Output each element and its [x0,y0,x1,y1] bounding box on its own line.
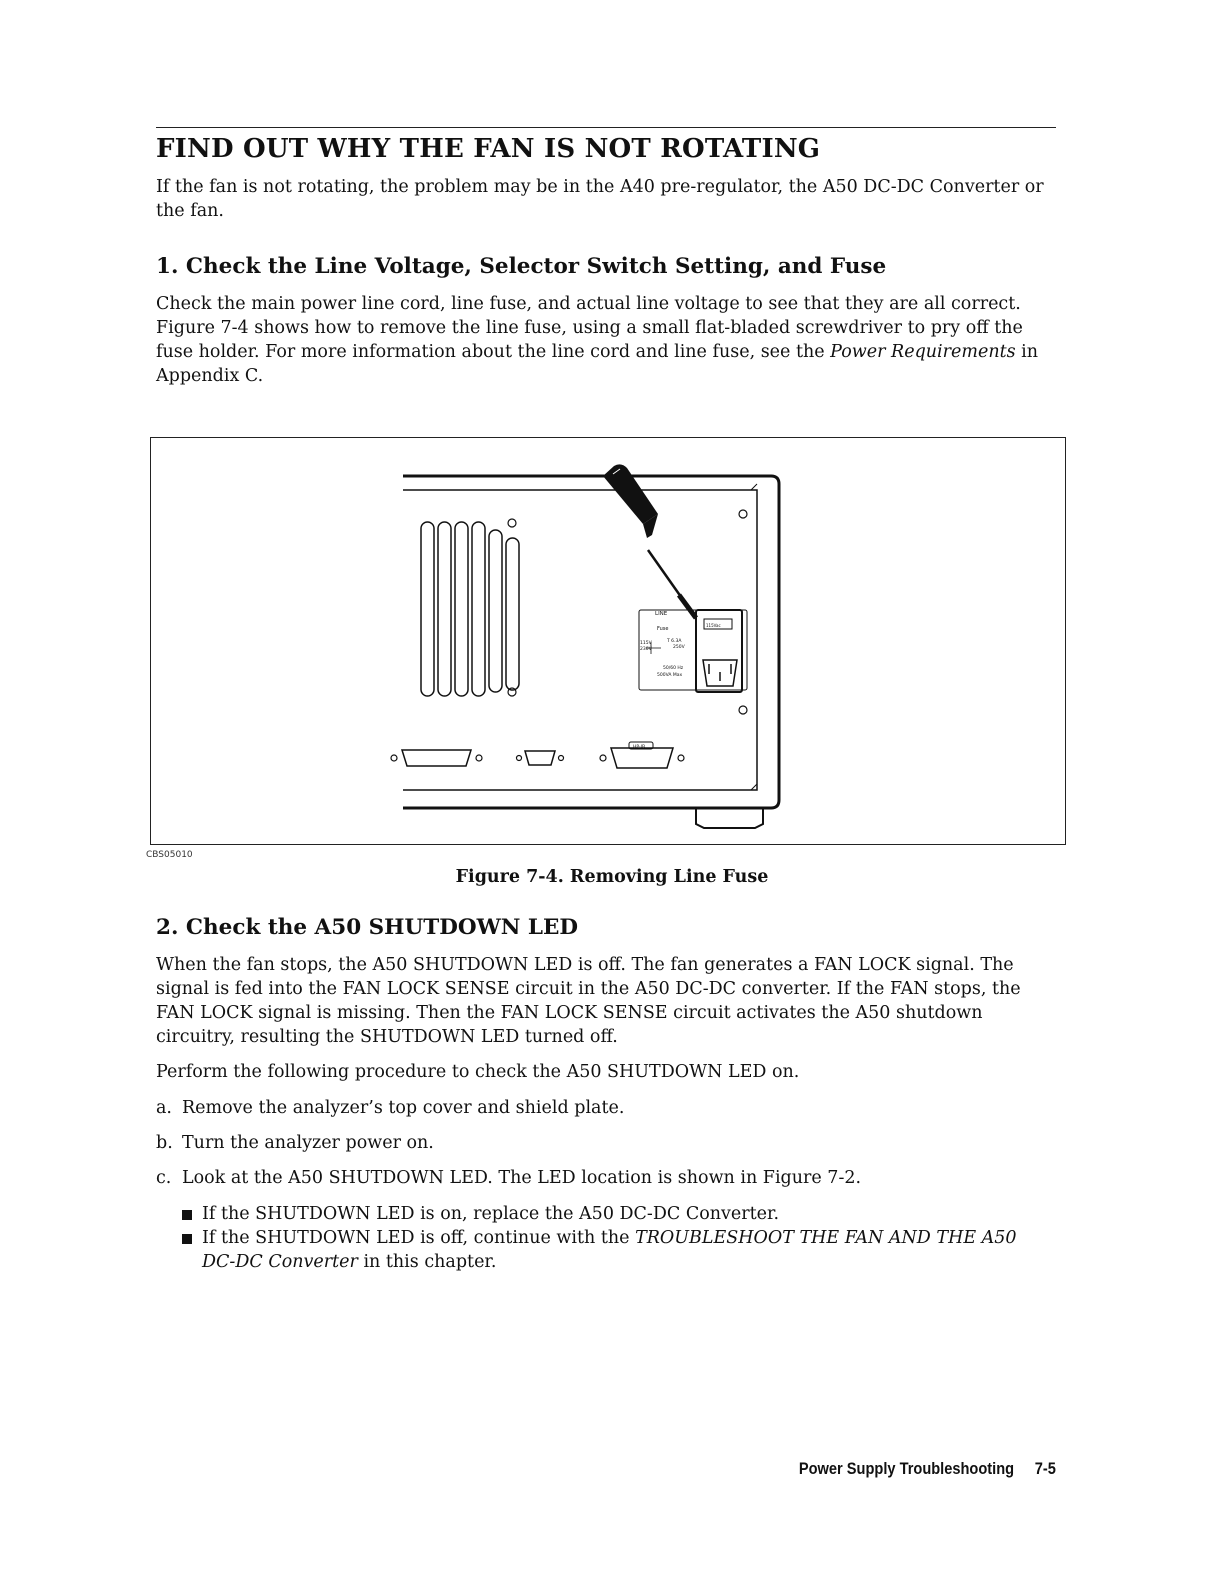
procedure-step-c [156,1166,1056,1190]
section-title: FIND OUT WHY THE FAN IS NOT ROTATING [156,134,821,164]
chapter-title: Power Supply Troubleshooting [798,1459,1015,1478]
panel-fuse-rating: T 6.3A [667,639,682,644]
voltage-selector-window: 115Vac [706,623,721,628]
panel-230v-label: 230V [640,647,652,652]
step1-text-end: in Appendix C. [156,342,1039,386]
hpib-label: HP-IB [633,745,646,750]
step2-heading: 2. Check the A50 SHUTDOWN LED [156,915,579,940]
panel-fuse-label: Fuse [657,626,669,632]
power-requirements-ref: Power Requirements [830,342,1016,362]
bullet-led-off [182,1226,1042,1274]
rear-panel-illustration [151,438,1065,844]
step1-text: Check the main power line cord, line fuse, and actual line voltage to see that they are all correct. Figure 7-4 shows how to remove the line fuse, using a small flat-bladed screwdriver to pry off the fuse holder. For more information about the line cord and line fuse, see the [156,294,1023,362]
figure-caption: Figure 7-4. Removing Line Fuse [455,867,769,887]
header-rule [156,127,1056,128]
bullet-text [182,1226,1042,1274]
troubleshoot-ref: TROUBLESHOOT THE FAN AND THE A50 DC-DC Converter [202,1228,1017,1272]
page-footer [799,1459,1056,1479]
intro-paragraph: If the fan is not rotating, the problem may be in the A40 pre-regulator, the A50 DC-DC Converter or the fan. [156,177,1044,221]
panel-voltage-rating: 250V [673,645,685,650]
panel-power-rating: 500VA Max [657,673,683,678]
procedure-step-a [156,1096,1056,1120]
figure-frame [150,437,1066,845]
figure-code: CBS05010 [146,850,193,860]
step1-paragraph [156,292,1056,388]
bullet-led-on [182,1202,1042,1226]
bullet-square-icon [182,1210,192,1220]
step-text: Turn the analyzer power on. [182,1133,434,1153]
bullet-square-icon [182,1234,192,1244]
bullet-text: If the SHUTDOWN LED is on, replace the A50 DC-DC Converter. [202,1204,780,1224]
step-label: a. [156,1098,172,1118]
page-number: 7-5 [1034,1459,1056,1478]
panel-line-label: LINE [655,611,668,617]
step2-paragraph: When the fan stops, the A50 SHUTDOWN LED is off. The fan generates a FAN LOCK signal. The signal is fed into the FAN LOCK SENSE circuit in the A50 DC-DC converter. If the FAN stops, the FAN LOCK signal is missing. Then the FAN LOCK SENSE circuit activates the A50 shutdown circuitry, resulting the SHUTDOWN LED turned off. [156,955,1021,1047]
step-text: Remove the analyzer’s top cover and shield plate. [182,1098,625,1118]
bullet-text-start: If the SHUTDOWN LED is off, continue with the [202,1228,636,1248]
step-text: Look at the A50 SHUTDOWN LED. The LED location is shown in Figure 7-2. [182,1168,862,1188]
procedure-intro: Perform the following procedure to check the A50 SHUTDOWN LED on. [156,1062,800,1082]
procedure-step-b [156,1131,1056,1155]
panel-115v-label: 115V [640,641,652,646]
panel-frequency: 50/60 Hz [663,666,684,671]
step-label: b. [156,1133,173,1153]
step1-heading: 1. Check the Line Voltage, Selector Switch Setting, and Fuse [156,254,887,279]
bullet-text-end: in this chapter. [357,1252,497,1272]
step-label: c. [156,1168,172,1188]
